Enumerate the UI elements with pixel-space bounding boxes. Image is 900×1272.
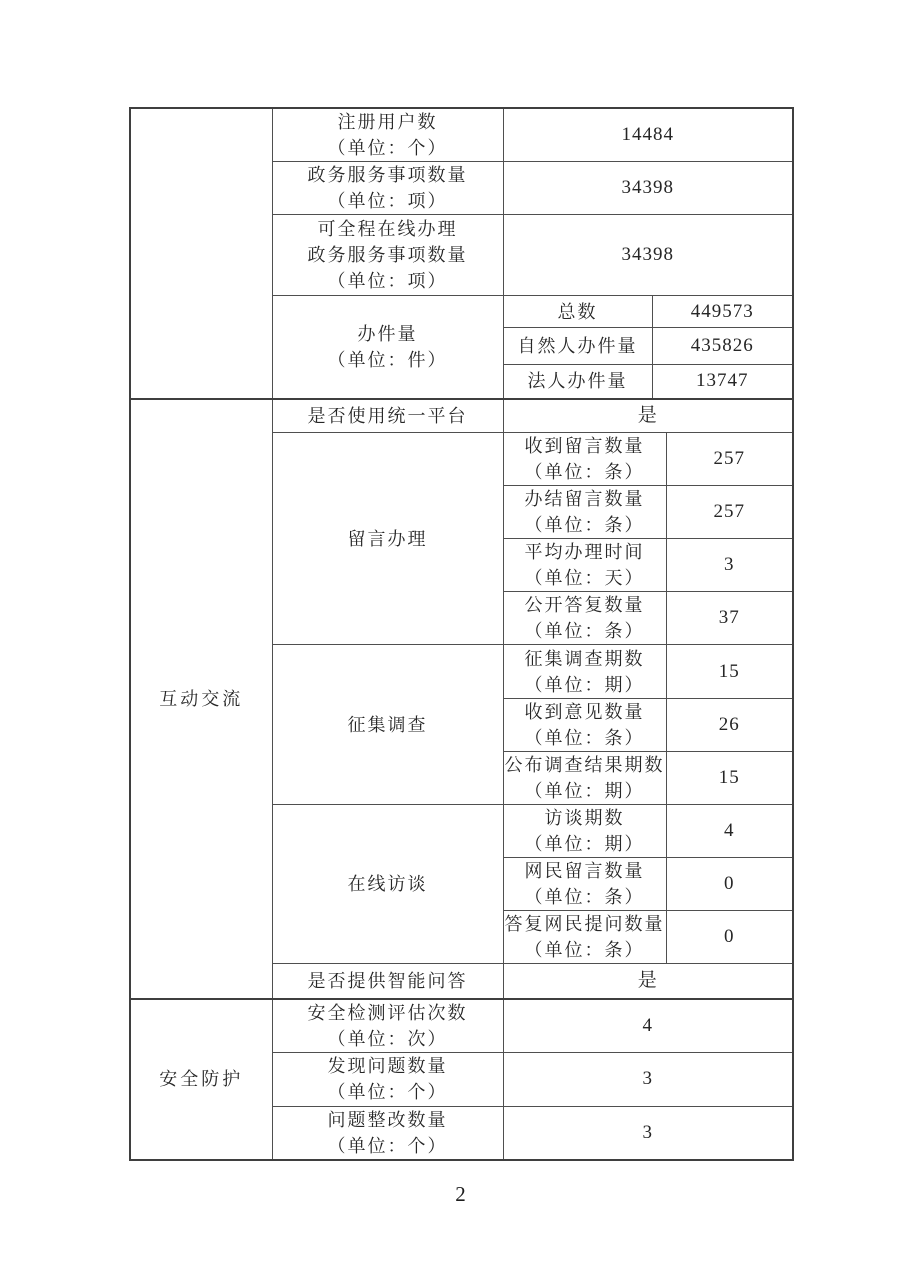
table-row — [130, 108, 793, 162]
row-registered-users-value: 14484 — [503, 108, 793, 162]
row-problems-found-value: 3 — [503, 1052, 793, 1106]
row-interview-replies-label: 答复网民提问数量 （单位：条） — [503, 911, 666, 964]
group-cell-interaction: 互动交流 — [130, 399, 272, 999]
row-case-natural-value: 435826 — [652, 328, 793, 365]
row-msg-received-label: 收到留言数量 （单位：条） — [503, 433, 666, 486]
row-problems-fixed-value: 3 — [503, 1106, 793, 1160]
table-row — [130, 399, 793, 433]
row-interview-periods-value: 4 — [666, 805, 793, 858]
report-table — [129, 107, 794, 1161]
row-survey-published-label: 公布调查结果期数 （单位：期） — [503, 752, 666, 805]
row-unified-platform-value: 是 — [503, 399, 793, 433]
row-interview-label: 在线访谈 — [272, 805, 503, 964]
row-case-volume-label: 办件量 （单位：件） — [272, 296, 503, 399]
group-cell-blank — [130, 108, 272, 399]
row-security-checks-label: 安全检测评估次数 （单位：次） — [272, 999, 503, 1053]
row-msg-public-reply-value: 37 — [666, 592, 793, 645]
row-case-natural-label: 自然人办件量 — [503, 328, 652, 365]
row-msg-completed-label: 办结留言数量 （单位：条） — [503, 486, 666, 539]
row-problems-fixed-label: 问题整改数量 （单位：个） — [272, 1106, 503, 1160]
row-online-service-items-label: 可全程在线办理 政务服务事项数量 （单位：项） — [272, 215, 503, 296]
row-interview-periods-label: 访谈期数 （单位：期） — [503, 805, 666, 858]
row-survey-opinions-value: 26 — [666, 699, 793, 752]
row-case-legal-value: 13747 — [652, 365, 793, 399]
row-msg-completed-value: 257 — [666, 486, 793, 539]
row-interview-replies-value: 0 — [666, 911, 793, 964]
table-row — [130, 999, 793, 1053]
row-msg-avg-days-value: 3 — [666, 539, 793, 592]
row-case-total-value: 449573 — [652, 296, 793, 328]
row-survey-periods-value: 15 — [666, 645, 793, 699]
row-survey-periods-label: 征集调查期数 （单位：期） — [503, 645, 666, 699]
row-security-checks-value: 4 — [503, 999, 793, 1053]
row-case-legal-label: 法人办件量 — [503, 365, 652, 399]
row-registered-users-label: 注册用户数 （单位：个） — [272, 108, 503, 162]
row-unified-platform-label: 是否使用统一平台 — [272, 399, 503, 433]
row-service-items-label: 政务服务事项数量 （单位：项） — [272, 162, 503, 215]
row-smart-qa-label: 是否提供智能问答 — [272, 964, 503, 999]
row-survey-label: 征集调查 — [272, 645, 503, 805]
row-message-handling-label: 留言办理 — [272, 433, 503, 645]
row-service-items-value: 34398 — [503, 162, 793, 215]
row-interview-netizen-msgs-label: 网民留言数量 （单位：条） — [503, 858, 666, 911]
row-msg-public-reply-label: 公开答复数量 （单位：条） — [503, 592, 666, 645]
row-interview-netizen-msgs-value: 0 — [666, 858, 793, 911]
row-case-total-label: 总数 — [503, 296, 652, 328]
row-problems-found-label: 发现问题数量 （单位：个） — [272, 1052, 503, 1106]
row-survey-published-value: 15 — [666, 752, 793, 805]
row-survey-opinions-label: 收到意见数量 （单位：条） — [503, 699, 666, 752]
row-smart-qa-value: 是 — [503, 964, 793, 999]
row-online-service-items-value: 34398 — [503, 215, 793, 296]
group-cell-security: 安全防护 — [130, 999, 272, 1160]
page-number: 2 — [455, 1182, 466, 1206]
row-msg-avg-days-label: 平均办理时间 （单位：天） — [503, 539, 666, 592]
row-msg-received-value: 257 — [666, 433, 793, 486]
